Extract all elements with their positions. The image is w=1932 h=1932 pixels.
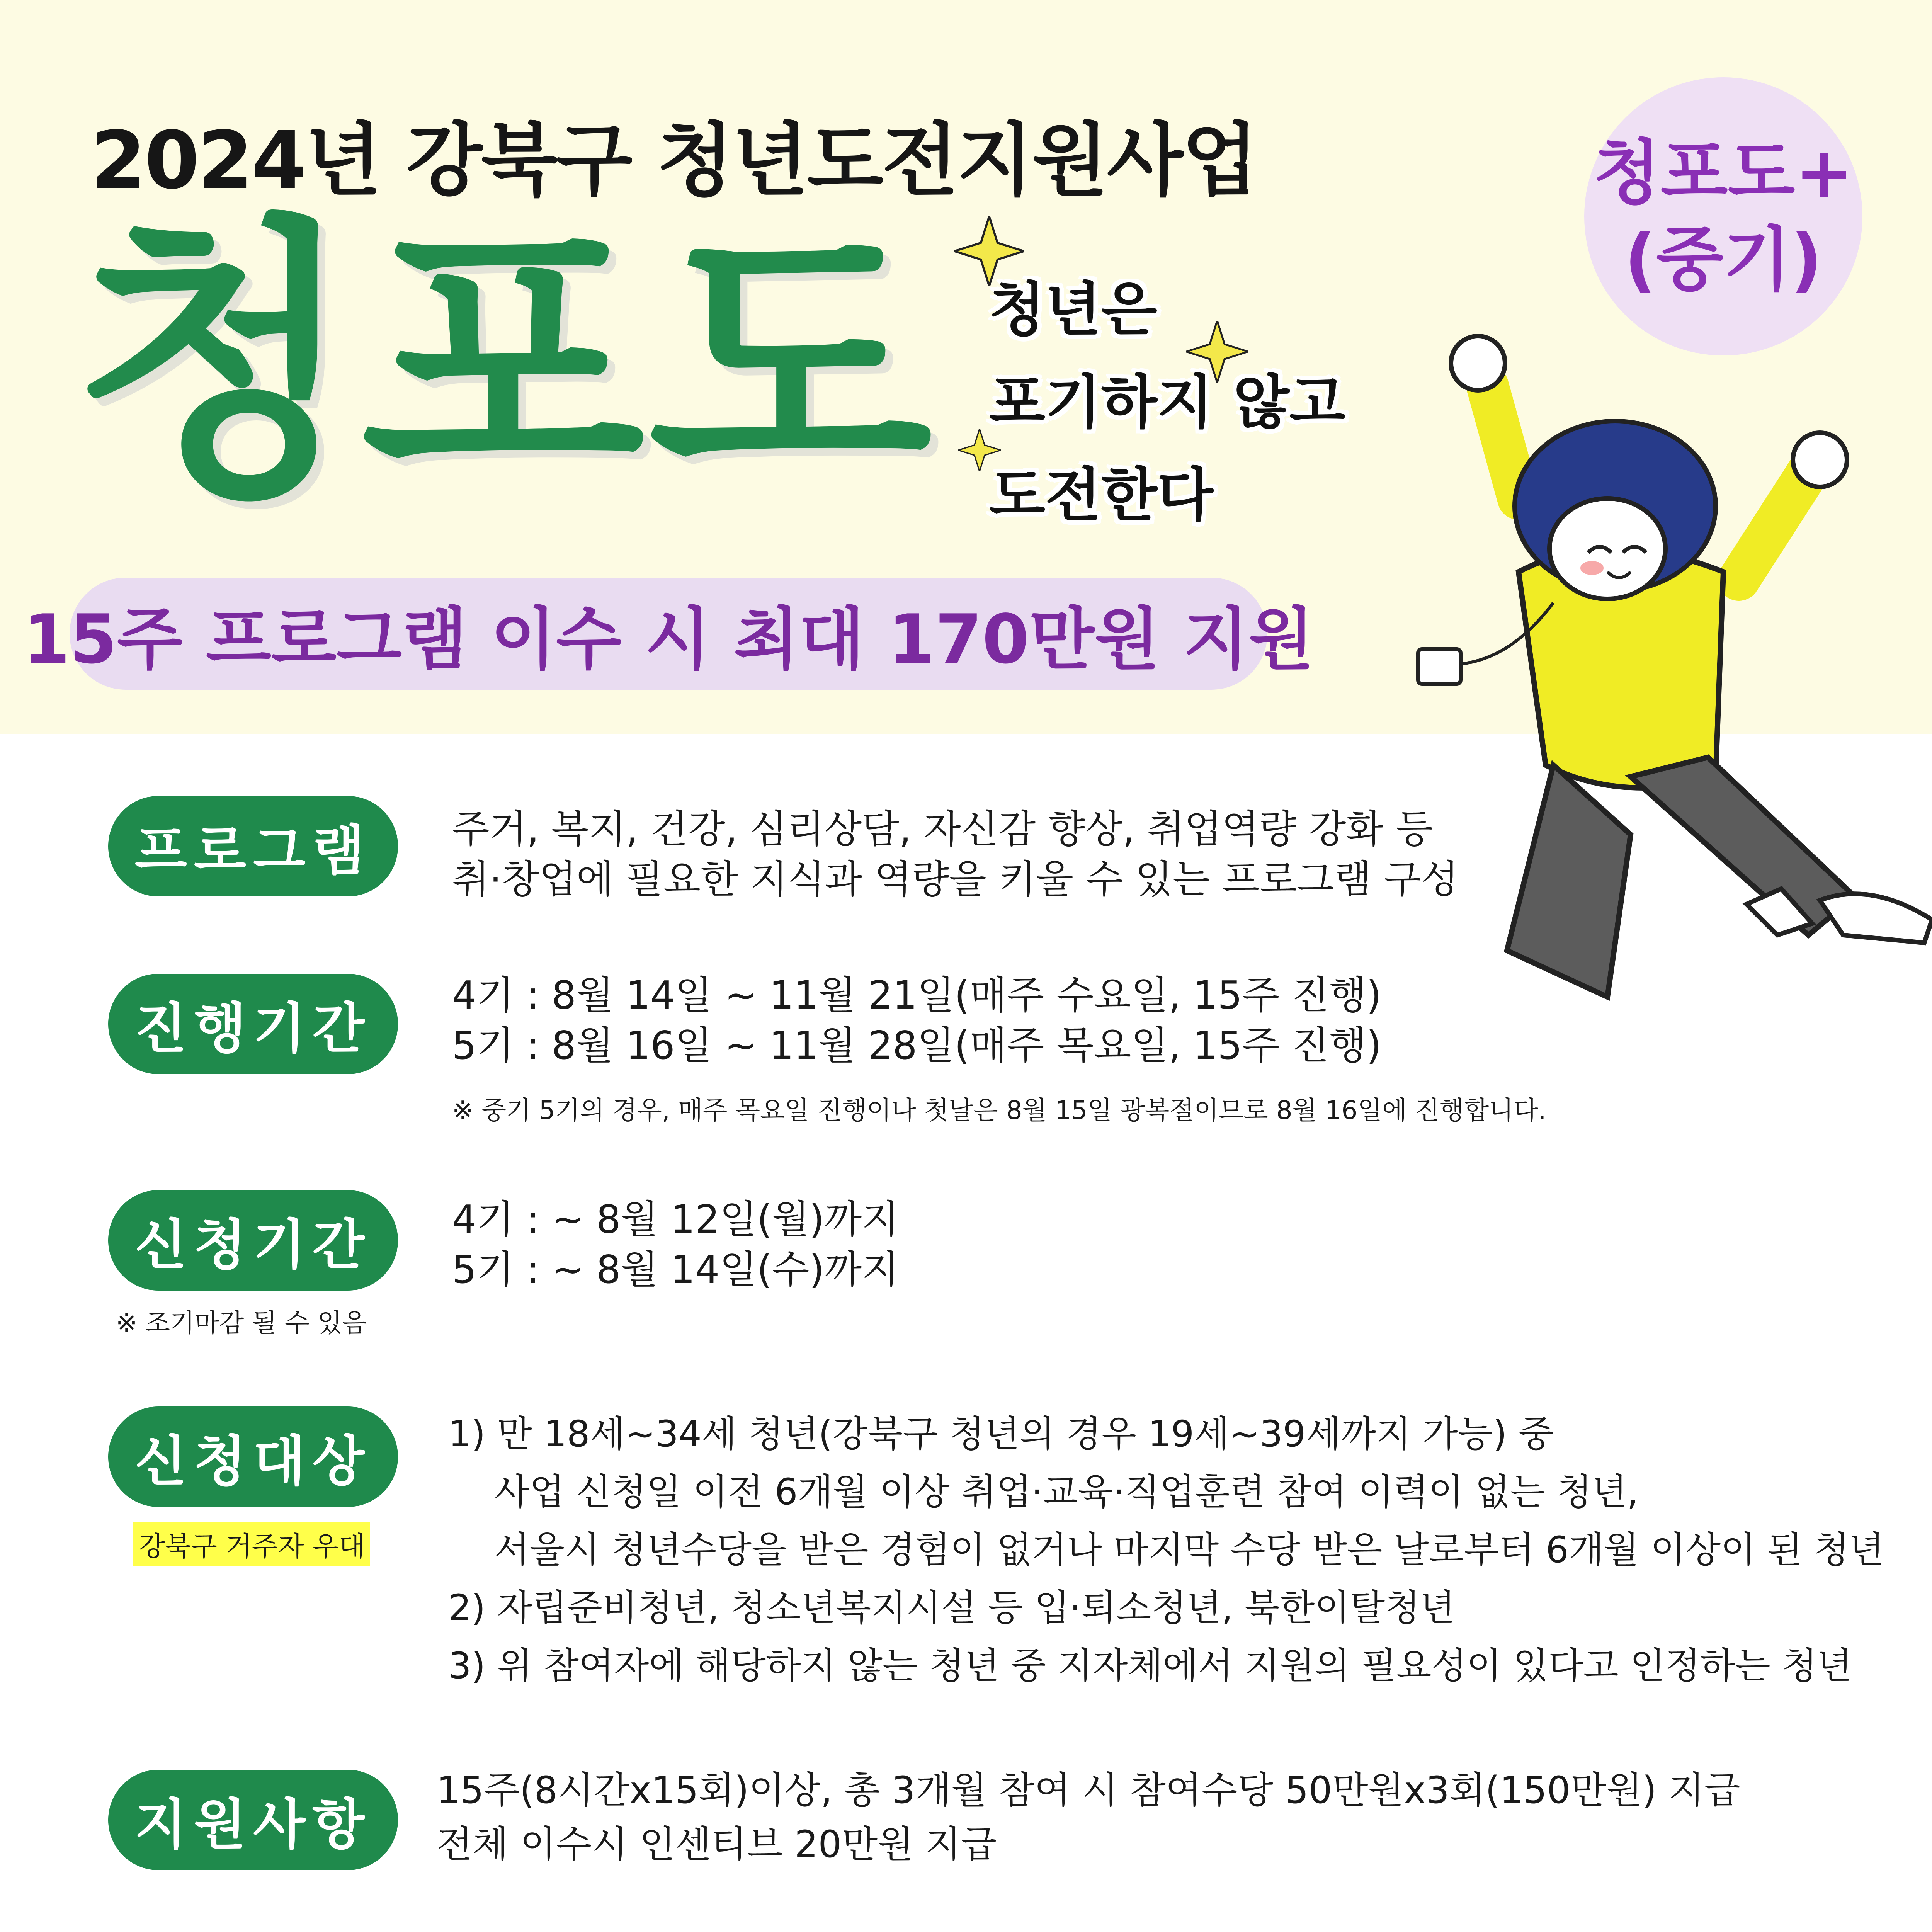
target-line-5: 3) 위 참여자에 해당하지 않는 청년 중 지자체에서 지원의 필요성이 있다고 인정하는 청년 — [448, 1645, 1852, 1687]
target-line-4: 2) 자립준비청년, 청소년복지시설 등 입·퇴소청년, 북한이탈청년 — [448, 1587, 1455, 1629]
period-line-2: 5기 : 8월 16일 ~ 11월 28일(매주 목요일, 15주 진행) — [452, 1023, 1382, 1068]
section-label-program: 프로그램 — [108, 796, 398, 896]
program-type-line-2: (중기) — [1624, 219, 1823, 300]
section-label-period: 진행기간 — [108, 974, 398, 1074]
support-line-2: 전체 이수시 인센티브 20만원 지급 — [437, 1823, 997, 1866]
early-close-note: ※ 조기마감 될 수 있음 — [116, 1308, 367, 1338]
section-label-apply-period: 신청기간 — [108, 1190, 398, 1291]
program-type-badge — [1584, 77, 1862, 355]
apply-period-line-1: 4기 : ~ 8월 12일(월)까지 — [452, 1197, 899, 1242]
apply-period-line-2: 5기 : ~ 8월 14일(수)까지 — [452, 1247, 899, 1292]
jumping-youth-illustration — [1391, 332, 1932, 1136]
support-highlight-banner: 15주 프로그램 이수 시 최대 170만원 지원 — [70, 578, 1267, 690]
program-type-line-1: 청포도+ — [1593, 133, 1854, 213]
page-title: 청포도 — [73, 192, 936, 534]
target-line-2: 사업 신청일 이전 6개월 이상 취업·교육·직업훈련 참여 이력이 없는 청년, — [448, 1471, 1639, 1513]
slogan-line-3: 도전한다 — [989, 462, 1213, 529]
target-line-1: 1) 만 18세~34세 청년(강북구 청년의 경우 19세~39세까지 가능) 중 — [448, 1413, 1554, 1455]
program-line-2: 취·창업에 필요한 지식과 역량을 키울 수 있는 프로그램 구성 — [452, 857, 1459, 902]
section-label-support: 지원사항 — [108, 1770, 398, 1870]
program-line-1: 주거, 복지, 건강, 심리상담, 자신감 향상, 취업역량 강화 등 — [452, 806, 1433, 852]
residency-preference-badge: 강북구 거주자 우대 — [133, 1522, 370, 1566]
section-label-target: 신청대상 — [108, 1406, 398, 1507]
period-line-1: 4기 : 8월 14일 ~ 11월 21일(매주 수요일, 15주 진행) — [452, 973, 1382, 1018]
headline: 2024년 강북구 청년도전지원사업 — [91, 115, 1257, 207]
slogan-line-2: 포기하지 않고 — [989, 369, 1345, 436]
period-note: ※ 중기 5기의 경우, 매주 목요일 진행이나 첫날은 8월 15일 광복절이므로 8월 16일에 진행합니다. — [452, 1095, 1546, 1125]
target-line-3: 서울시 청년수당을 받은 경험이 없거나 마지막 수당 받은 날로부터 6개월 이상이 된 청년 — [448, 1529, 1884, 1571]
slogan-line-1: 청년은 — [989, 276, 1157, 344]
support-line-1: 15주(8시간x15회)이상, 총 3개월 참여 시 참여수당 50만원x3회(150만원) 지급 — [437, 1769, 1740, 1812]
